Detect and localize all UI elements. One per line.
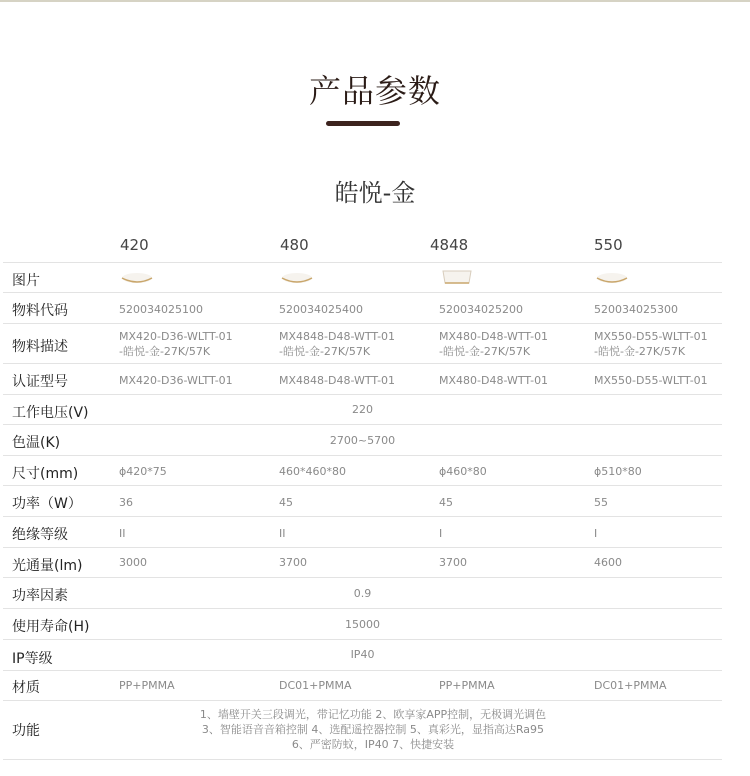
table-cell: 3000: [119, 556, 147, 569]
row-voltage: [3, 394, 722, 425]
row-label: 使用寿命(H): [12, 619, 90, 635]
table-cell: 4600: [594, 556, 622, 569]
row-label: 工作电压(V): [12, 405, 89, 421]
cell-line: -皓悦-金-27K/57K: [119, 345, 211, 358]
table-cell: [594, 329, 708, 359]
table-cell: 460*460*80: [279, 465, 346, 478]
table-cell: 520034025200: [439, 303, 523, 316]
row-cert-model: [3, 363, 722, 395]
row-label: 材质: [12, 680, 40, 696]
table-cell: [119, 329, 233, 359]
row-lumen: [3, 547, 722, 578]
title-underline: [326, 121, 400, 126]
table-cell: 3700: [439, 556, 467, 569]
table-cell: 220: [352, 403, 373, 416]
table-cell: 2700~5700: [329, 434, 396, 447]
row-ip: [3, 639, 722, 671]
row-color-temp: [3, 424, 722, 456]
feature-line: 3、智能语音音箱控制 4、选配遥控器控制 5、真彩光，显指高达Ra95: [201, 723, 545, 736]
top-divider: [0, 0, 750, 2]
cell-line: -皓悦-金-27K/57K: [594, 345, 686, 358]
table-cell: PP+PMMA: [439, 679, 495, 692]
table-cell: [279, 329, 395, 359]
cell-line: MX4848-D48-WTT-01: [279, 330, 396, 343]
round-ceiling-lamp-icon: [119, 271, 155, 285]
table-cell: ɸ420*75: [119, 465, 167, 478]
table-cell: 15000: [345, 618, 380, 631]
product-name: 皓悦-金: [334, 179, 416, 207]
table-cell: MX550-D55-WLTT-01: [594, 374, 708, 387]
row-image: [3, 262, 722, 293]
row-label: 图片: [12, 273, 40, 289]
table-cell: 3700: [279, 556, 307, 569]
row-material-code: [3, 292, 722, 324]
feature-list: [3, 707, 743, 752]
square-ceiling-lamp-icon: [439, 267, 475, 287]
cell-line: -皓悦-金-27K/57K: [439, 345, 531, 358]
row-material: [3, 670, 722, 701]
round-ceiling-lamp-icon: [279, 271, 315, 285]
table-cell: 520034025300: [594, 303, 678, 316]
row-insulation: [3, 516, 722, 548]
page-title: 产品参数: [308, 72, 441, 110]
row-material-desc: [3, 323, 722, 364]
table-cell: 45: [279, 496, 293, 509]
cell-line: MX420-D36-WLTT-01: [119, 330, 233, 343]
table-cell: 36: [119, 496, 133, 509]
row-label: 光通量(lm): [12, 558, 83, 574]
table-cell: DC01+PMMA: [279, 679, 352, 692]
table-cell: ɸ510*80: [594, 465, 642, 478]
feature-line: 1、墙壁开关三段调光，带记忆功能 2、欧享家APP控制，无极调光调色: [199, 708, 547, 721]
row-size: [3, 455, 722, 486]
table-cell: 0.9: [353, 587, 372, 600]
model-header-3: 4848: [430, 236, 469, 254]
table-cell: IP40: [350, 648, 375, 661]
row-power: [3, 485, 722, 517]
table-cell: ɸ460*80: [439, 465, 487, 478]
row-label: 物料代码: [12, 303, 68, 319]
table-cell: II: [279, 527, 286, 540]
cell-line: -皓悦-金-27K/57K: [279, 345, 371, 358]
table-cell: MX4848-D48-WTT-01: [279, 374, 396, 387]
feature-line: 6、严密防蚊，IP40 7、快捷安装: [291, 738, 455, 751]
table-cell: I: [594, 527, 598, 540]
row-label: 功率因素: [12, 588, 68, 604]
row-label: 功能: [12, 723, 40, 739]
table-cell: [439, 329, 548, 359]
row-label: 物料描述: [12, 339, 68, 355]
cell-line: MX480-D48-WTT-01: [439, 330, 549, 343]
round-ceiling-lamp-icon: [594, 271, 630, 285]
model-header-4: 550: [594, 236, 623, 254]
table-cell: II: [119, 527, 126, 540]
row-label: 色温(K): [12, 435, 61, 451]
row-label: 绝缘等级: [12, 527, 68, 543]
row-label: 尺寸(mm): [12, 466, 79, 482]
row-label: 功率（W）: [12, 496, 82, 512]
row-label: IP等级: [12, 651, 53, 667]
row-label: 认证型号: [12, 374, 68, 390]
cell-line: MX550-D55-WLTT-01: [594, 330, 708, 343]
row-function: [3, 700, 722, 760]
model-header-2: 480: [280, 236, 309, 254]
table-cell: MX420-D36-WLTT-01: [119, 374, 233, 387]
table-cell: DC01+PMMA: [594, 679, 667, 692]
table-cell: 55: [594, 496, 608, 509]
row-lifetime: [3, 608, 722, 640]
table-cell: I: [439, 527, 443, 540]
table-cell: 520034025400: [279, 303, 363, 316]
model-header-1: 420: [120, 236, 149, 254]
table-cell: PP+PMMA: [119, 679, 175, 692]
table-cell: MX480-D48-WTT-01: [439, 374, 549, 387]
table-cell: 45: [439, 496, 453, 509]
table-cell: 520034025100: [119, 303, 203, 316]
row-power-factor: [3, 577, 722, 609]
